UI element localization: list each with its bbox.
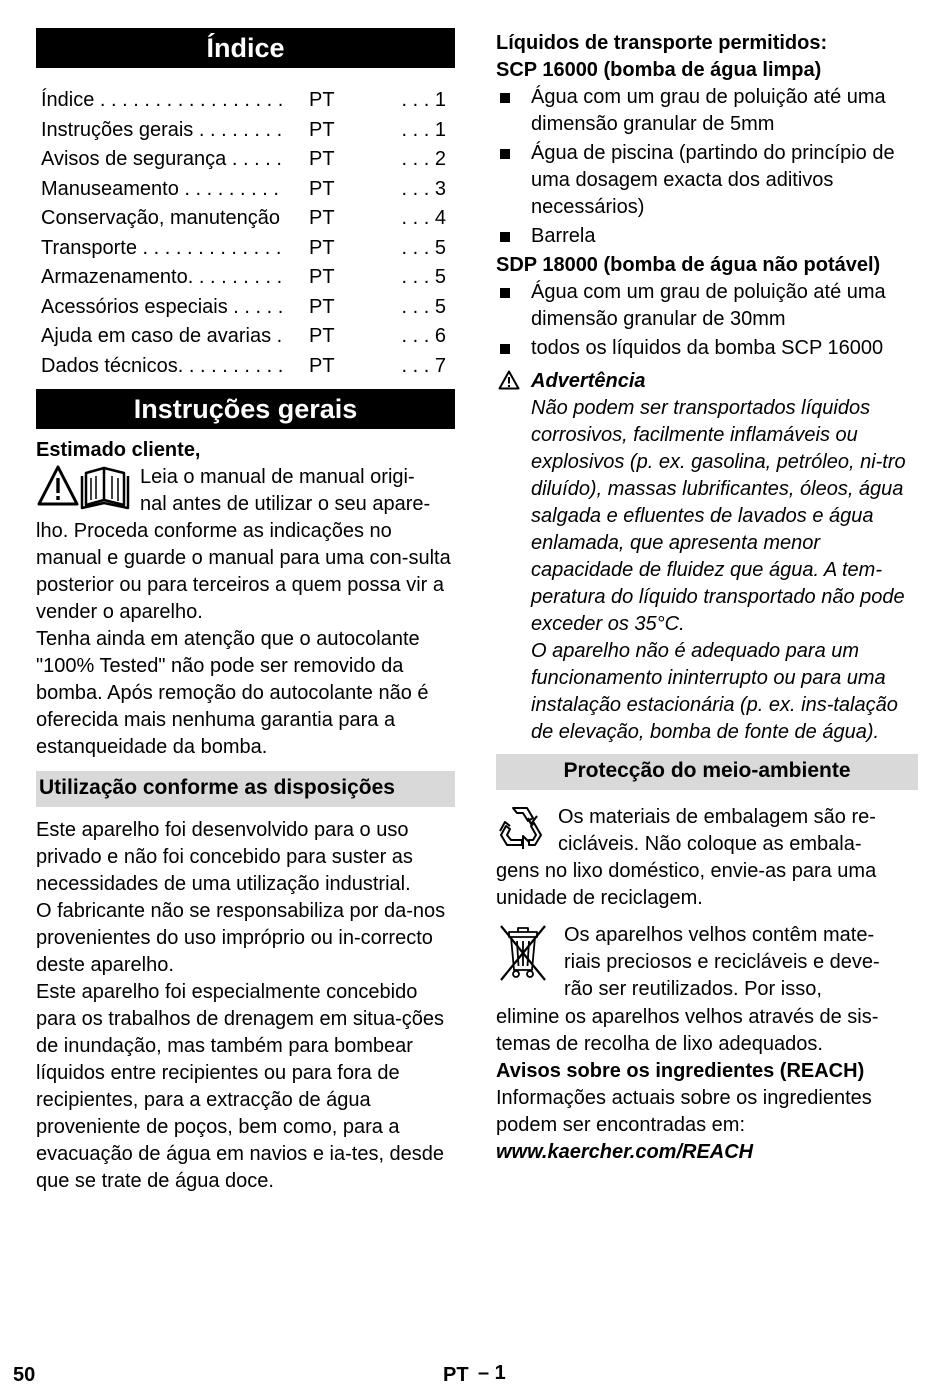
table-of-contents bbox=[36, 86, 455, 381]
toc-title: Índice . . . . . . . . . . . . . . . . . bbox=[41, 89, 284, 111]
general-instructions-title: Instruções gerais bbox=[36, 389, 455, 429]
usage-paragraph-1: Este aparelho foi desenvolvido para o uso privado e não foi concebido para suster as necessidades de uma utilização industrial. bbox=[36, 819, 413, 895]
toc-lang: PT bbox=[309, 266, 335, 288]
list-item: todos os líquidos da bomba SCP 16000 bbox=[496, 335, 918, 362]
intro-rest: lho. Proceda conforme as indicações no manual e guarde o manual para uma con-sulta posterior ou para terceiros a quem possa vir a vender o aparelho. bbox=[36, 520, 451, 623]
toc-title: Conservação, manutenção bbox=[41, 207, 281, 229]
weee-rest: elimine os aparelhos velhos através de sis-temas de recolha de lixo adequados. bbox=[496, 1006, 879, 1055]
toc-page: . . . 5 bbox=[401, 295, 446, 318]
toc-page: . . . 6 bbox=[401, 325, 446, 347]
toc-page: . . . 3 bbox=[401, 177, 446, 200]
toc-lang: PT bbox=[309, 148, 335, 170]
toc-title: Dados técnicos. . . . . . . . . . bbox=[41, 354, 284, 377]
footer-page-label: – 1 bbox=[478, 1362, 506, 1384]
toc-row[interactable] bbox=[36, 86, 455, 116]
toc-lang: PT bbox=[309, 177, 335, 200]
recycling-block bbox=[496, 804, 918, 912]
list-item: Água com um grau de poluição até uma dimensão granular de 5mm bbox=[496, 84, 918, 138]
toc-row[interactable] bbox=[36, 204, 455, 234]
toc-row[interactable] bbox=[36, 234, 455, 264]
recycling-rest: gens no lixo doméstico, envie-as para uma unidade de reciclagem. bbox=[496, 860, 877, 909]
warning-header bbox=[496, 368, 918, 395]
toc-row[interactable] bbox=[36, 352, 455, 382]
list-item: Água de piscina (partindo do princípio de uma dosagem exacta dos aditivos necessários) bbox=[496, 140, 918, 221]
recycling-line-1: Os materiais de embalagem são re- bbox=[558, 806, 876, 828]
weee-block bbox=[496, 922, 918, 1058]
recycle-icon bbox=[496, 804, 558, 858]
weee-line-1: Os aparelhos velhos contêm mate- bbox=[564, 924, 875, 946]
tested-note: Tenha ainda em atenção que o autocolante "100% Tested" não pode ser removido da bomba. Após remoção do autocolante não é oferecida mais nenhuma garantia para a estanqueidade da bomba. bbox=[36, 628, 429, 758]
usage-paragraph-3: Este aparelho foi especialmente concebido para os trabalhos de drenagem em situa-ções de inundação, mas também para bombear líquidos entre recipientes ou para fora de recipientes, para a extracção de água proveniente de poços, bem como, para a evacuação de água em navios e ia-tes, desde que se trate de água doce. bbox=[36, 981, 445, 1192]
right-column bbox=[496, 30, 918, 1166]
toc-page: . . . 4 bbox=[401, 207, 446, 229]
warning-book-icon bbox=[36, 464, 136, 510]
toc-title: Avisos de segurança . . . . . bbox=[41, 148, 282, 170]
reach-text: Informações actuais sobre os ingredientes podem ser encontradas em: bbox=[496, 1087, 872, 1136]
toc-lang: PT bbox=[309, 89, 335, 111]
intro-block bbox=[36, 464, 455, 626]
toc-lang: PT bbox=[309, 354, 335, 377]
warning-label: Advertência bbox=[531, 370, 646, 392]
weee-line-2: riais preciosos e recicláveis e deve- bbox=[564, 951, 880, 973]
toc-row[interactable] bbox=[36, 322, 455, 352]
crossed-bin-icon bbox=[496, 922, 564, 1004]
toc-title: Ajuda em caso de avarias . bbox=[41, 325, 283, 347]
toc-title: Acessórios especiais . . . . . bbox=[41, 295, 284, 318]
environment-title: Protecção do meio-ambiente bbox=[496, 754, 918, 790]
warning-paragraph-1: Não podem ser transportados líquidos corrosivos, facilmente inflamáveis ou explosivos (p. ex. gasolina, petróleo, ni-tro diluído), massas lubrificantes, óleos, água salgada e efluentes de lavados e água enlamada, que apresenta menor capacidade de fluidez que água. A tem-peratura do líquido transportado não pode exceder os 35°C. bbox=[531, 397, 906, 635]
toc-lang: PT bbox=[309, 236, 335, 259]
toc-lang: PT bbox=[309, 207, 335, 229]
manual-warning-icons bbox=[36, 464, 140, 518]
toc-row[interactable] bbox=[36, 263, 455, 293]
scp-heading: SCP 16000 (bomba de água limpa) bbox=[496, 59, 822, 81]
warning-paragraph-2: O aparelho não é adequado para um funcionamento ininterrupto ou para uma instalação estacionária (p. ex. ins-talação de elevação, bomba de fonte de água). bbox=[531, 640, 898, 743]
toc-page: . . . 2 bbox=[401, 148, 446, 170]
recycling-line-2: cicláveis. Não coloque as embala- bbox=[558, 833, 862, 855]
sdp-heading: SDP 18000 (bomba de água não potável) bbox=[496, 254, 881, 276]
toc-row[interactable] bbox=[36, 175, 455, 205]
page-number: 50 bbox=[13, 1364, 36, 1386]
reach-url-link[interactable]: www.kaercher.com/REACH bbox=[496, 1141, 754, 1163]
toc-title: Manuseamento . . . . . . . . . bbox=[41, 177, 279, 200]
toc-row[interactable] bbox=[36, 145, 455, 175]
intended-use-title: Utilização conforme as disposições bbox=[36, 771, 455, 807]
liquids-heading: Líquidos de transporte permitidos: bbox=[496, 32, 828, 54]
toc-page: . . . 1 bbox=[401, 89, 446, 111]
intro-line-1: Leia o manual de manual origi- bbox=[140, 466, 415, 488]
list-item: Barrela bbox=[496, 223, 918, 250]
toc-row[interactable] bbox=[36, 116, 455, 146]
footer-language: PT bbox=[443, 1364, 469, 1386]
left-column bbox=[36, 28, 455, 1195]
greeting: Estimado cliente, bbox=[36, 439, 201, 461]
toc-row[interactable] bbox=[36, 293, 455, 323]
list-item: Água com um grau de poluição até uma dimensão granular de 30mm bbox=[496, 279, 918, 333]
toc-lang: PT bbox=[309, 325, 335, 347]
toc-page: . . . 7 bbox=[401, 354, 446, 377]
index-title: Índice bbox=[36, 28, 455, 68]
toc-title: Armazenamento. . . . . . . . . bbox=[41, 266, 283, 288]
usage-paragraph-2: O fabricante não se responsabiliza por da-nos provenientes do uso impróprio ou in-correcto deste aparelho. bbox=[36, 900, 446, 976]
reach-heading: Avisos sobre os ingredientes (REACH) bbox=[496, 1060, 865, 1082]
intro-line-2: nal antes de utilizar o seu apare- bbox=[140, 493, 431, 515]
toc-title: Transporte . . . . . . . . . . . . . bbox=[41, 236, 282, 259]
toc-page: . . . 5 bbox=[401, 236, 446, 259]
toc-lang: PT bbox=[309, 295, 335, 318]
weee-line-3: rão ser reutilizados. Por isso, bbox=[564, 978, 822, 1000]
toc-title: Instruções gerais . . . . . . . . bbox=[41, 118, 283, 141]
warning-triangle-icon bbox=[498, 370, 520, 398]
toc-page: . . . 5 bbox=[401, 266, 446, 288]
toc-page: . . . 1 bbox=[401, 118, 446, 141]
toc-lang: PT bbox=[309, 118, 335, 141]
